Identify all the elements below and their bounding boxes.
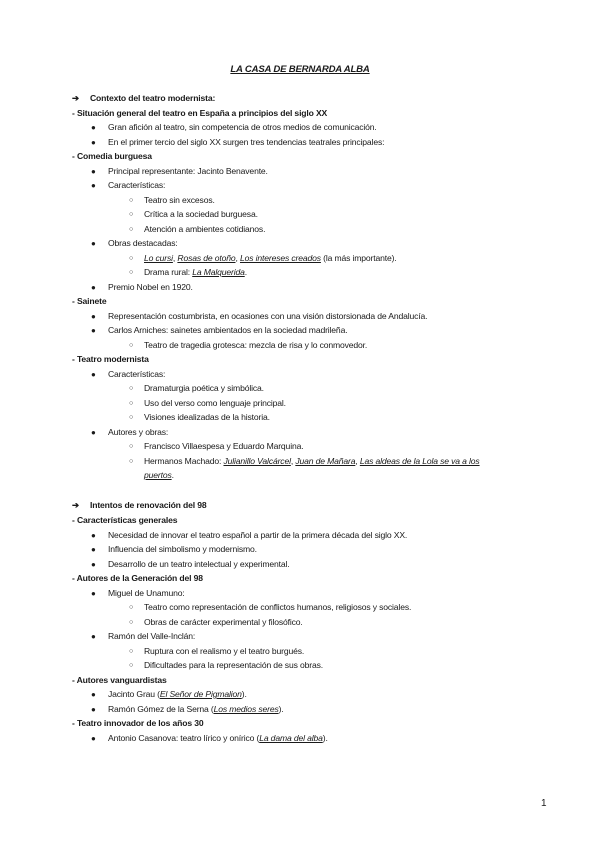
circle-bullet-icon: ○ — [129, 443, 134, 450]
circle-bullet-icon: ○ — [129, 342, 134, 349]
circle-bullet-icon: ○ — [129, 400, 134, 407]
subheading-anos-30: - Teatro innovador de los años 30 — [72, 718, 204, 728]
arrow-icon: ➔ — [72, 93, 80, 103]
circle-bullet-icon: ○ — [129, 604, 134, 611]
subheading-generacion-98: - Autores de la Generación del 98 — [72, 573, 203, 583]
sub-list-item: Hermanos Machado: Julianillo Valcárcel, Juan de Mañara, Las aldeas de la Lola se va a los — [144, 456, 480, 466]
circle-bullet-icon: ○ — [129, 255, 134, 262]
sub-list-item: Teatro de tragedia grotesca: mezcla de risa y lo conmovedor. — [144, 340, 368, 350]
bullet-icon: ● — [91, 589, 96, 598]
sub-list-item: Atención a ambientes cotidianos. — [144, 224, 266, 234]
sub-list-item: Francisco Villaespesa y Eduardo Marquina. — [144, 441, 304, 451]
subheading-teatro-modernista: - Teatro modernista — [72, 354, 149, 364]
bullet-icon: ● — [91, 734, 96, 743]
sub-list-item: Visiones idealizadas de la historia. — [144, 412, 270, 422]
section-heading-contexto: ➔ Contexto del teatro modernista: — [72, 93, 216, 103]
bullet-icon: ● — [91, 181, 96, 190]
page-number: 1 — [541, 798, 547, 809]
list-item: Carlos Arniches: sainetes ambientados en la sociedad madrileña. — [108, 325, 348, 335]
bullet-icon: ● — [91, 690, 96, 699]
list-item: Obras destacadas: — [108, 238, 178, 248]
circle-bullet-icon: ○ — [129, 211, 134, 218]
bullet-icon: ● — [91, 123, 96, 132]
list-item: Ramón del Valle-Inclán: — [108, 631, 196, 641]
work-title: Lo cursi — [144, 253, 173, 263]
list-item: Influencia del simbolismo y modernismo. — [108, 544, 257, 554]
circle-bullet-icon: ○ — [129, 226, 134, 233]
sub-list-item: Lo cursi, Rosas de otoño, Los intereses creados (la más importante). — [144, 253, 397, 263]
sub-list-item: Drama rural: La Malquerida. — [144, 267, 247, 277]
subheading-comedia: - Comedia burguesa — [72, 151, 152, 161]
list-item: Antonio Casanova: teatro lírico y onírico (La dama del alba). — [108, 733, 328, 743]
sub-list-item: Teatro como representación de conflictos humanos, religiosos y sociales. — [144, 602, 412, 612]
bullet-icon: ● — [91, 428, 96, 437]
bullet-icon: ● — [91, 531, 96, 540]
subheading-caracteristicas: - Características generales — [72, 515, 178, 525]
list-item: Desarrollo de un teatro intelectual y experimental. — [108, 559, 290, 569]
work-title: La Malquerida — [192, 267, 245, 277]
work-title: puertos — [144, 470, 172, 480]
list-item: Gran afición al teatro, sin competencia de otros medios de comunicación. — [108, 122, 377, 132]
section-heading-renovacion: ➔ Intentos de renovación del 98 — [72, 500, 207, 510]
list-item: Ramón Gómez de la Serna (Los medios seres). — [108, 704, 284, 714]
work-title: Julianillo Valcárcel — [223, 456, 291, 466]
sub-list-item: Obras de carácter experimental y filosófico. — [144, 617, 303, 627]
list-item: En el primer tercio del siglo XX surgen tres tendencias teatrales principales: — [108, 137, 385, 147]
subheading-vanguardistas: - Autores vanguardistas — [72, 675, 167, 685]
sub-list-item: Ruptura con el realismo y el teatro burgués. — [144, 646, 305, 656]
arrow-icon: ➔ — [72, 500, 80, 510]
work-title: Las aldeas de la Lola se va a los — [359, 456, 480, 466]
sub-list-item: Dificultades para la representación de sus obras. — [144, 660, 323, 670]
work-title: Los intereses creados — [239, 253, 321, 263]
bullet-icon: ● — [91, 326, 96, 335]
list-item: Necesidad de innovar el teatro español a partir de la primera década del siglo XX. — [108, 530, 408, 540]
bullet-icon: ● — [91, 283, 96, 292]
list-item: Autores y obras: — [108, 427, 169, 437]
bullet-icon: ● — [91, 167, 96, 176]
work-title: Rosas de otoño — [177, 253, 236, 263]
bullet-icon: ● — [91, 138, 96, 147]
bullet-icon: ● — [91, 632, 96, 641]
list-item: Características: — [108, 369, 166, 379]
circle-bullet-icon: ○ — [129, 385, 134, 392]
work-title: El Señor de Pigmalion — [159, 689, 242, 699]
circle-bullet-icon: ○ — [129, 648, 134, 655]
sub-list-item: Crítica a la sociedad burguesa. — [144, 209, 258, 219]
work-title: Los medios seres — [213, 704, 279, 714]
sub-list-item: Teatro sin excesos. — [144, 195, 215, 205]
bullet-icon: ● — [91, 705, 96, 714]
circle-bullet-icon: ○ — [129, 619, 134, 626]
document-title: LA CASA DE BERNARDA ALBA — [230, 64, 370, 75]
bullet-icon: ● — [91, 370, 96, 379]
sub-list-item-continuation: puertos. — [144, 470, 174, 480]
subheading-situacion: - Situación general del teatro en España a principios del siglo XX — [72, 108, 328, 118]
subheading-sainete: - Sainete — [72, 296, 107, 306]
list-item: Premio Nobel en 1920. — [108, 282, 193, 292]
list-item: Miguel de Unamuno: — [108, 588, 185, 598]
work-title: Juan de Mañara — [295, 456, 356, 466]
circle-bullet-icon: ○ — [129, 662, 134, 669]
bullet-icon: ● — [91, 239, 96, 248]
work-title: La dama del alba — [259, 733, 323, 743]
list-item: Características: — [108, 180, 166, 190]
sub-list-item: Uso del verso como lenguaje principal. — [144, 398, 286, 408]
list-item: Principal representante: Jacinto Benavente. — [108, 166, 268, 176]
list-item: Representación costumbrista, en ocasiones con una visión distorsionada de Andalucía. — [108, 311, 428, 321]
circle-bullet-icon: ○ — [129, 269, 134, 276]
sub-list-item: Dramaturgia poética y simbólica. — [144, 383, 264, 393]
bullet-icon: ● — [91, 312, 96, 321]
list-item: Jacinto Grau (El Señor de Pigmalion). — [108, 689, 247, 699]
bullet-icon: ● — [91, 545, 96, 554]
circle-bullet-icon: ○ — [129, 414, 134, 421]
bullet-icon: ● — [91, 560, 96, 569]
circle-bullet-icon: ○ — [129, 197, 134, 204]
circle-bullet-icon: ○ — [129, 458, 134, 465]
